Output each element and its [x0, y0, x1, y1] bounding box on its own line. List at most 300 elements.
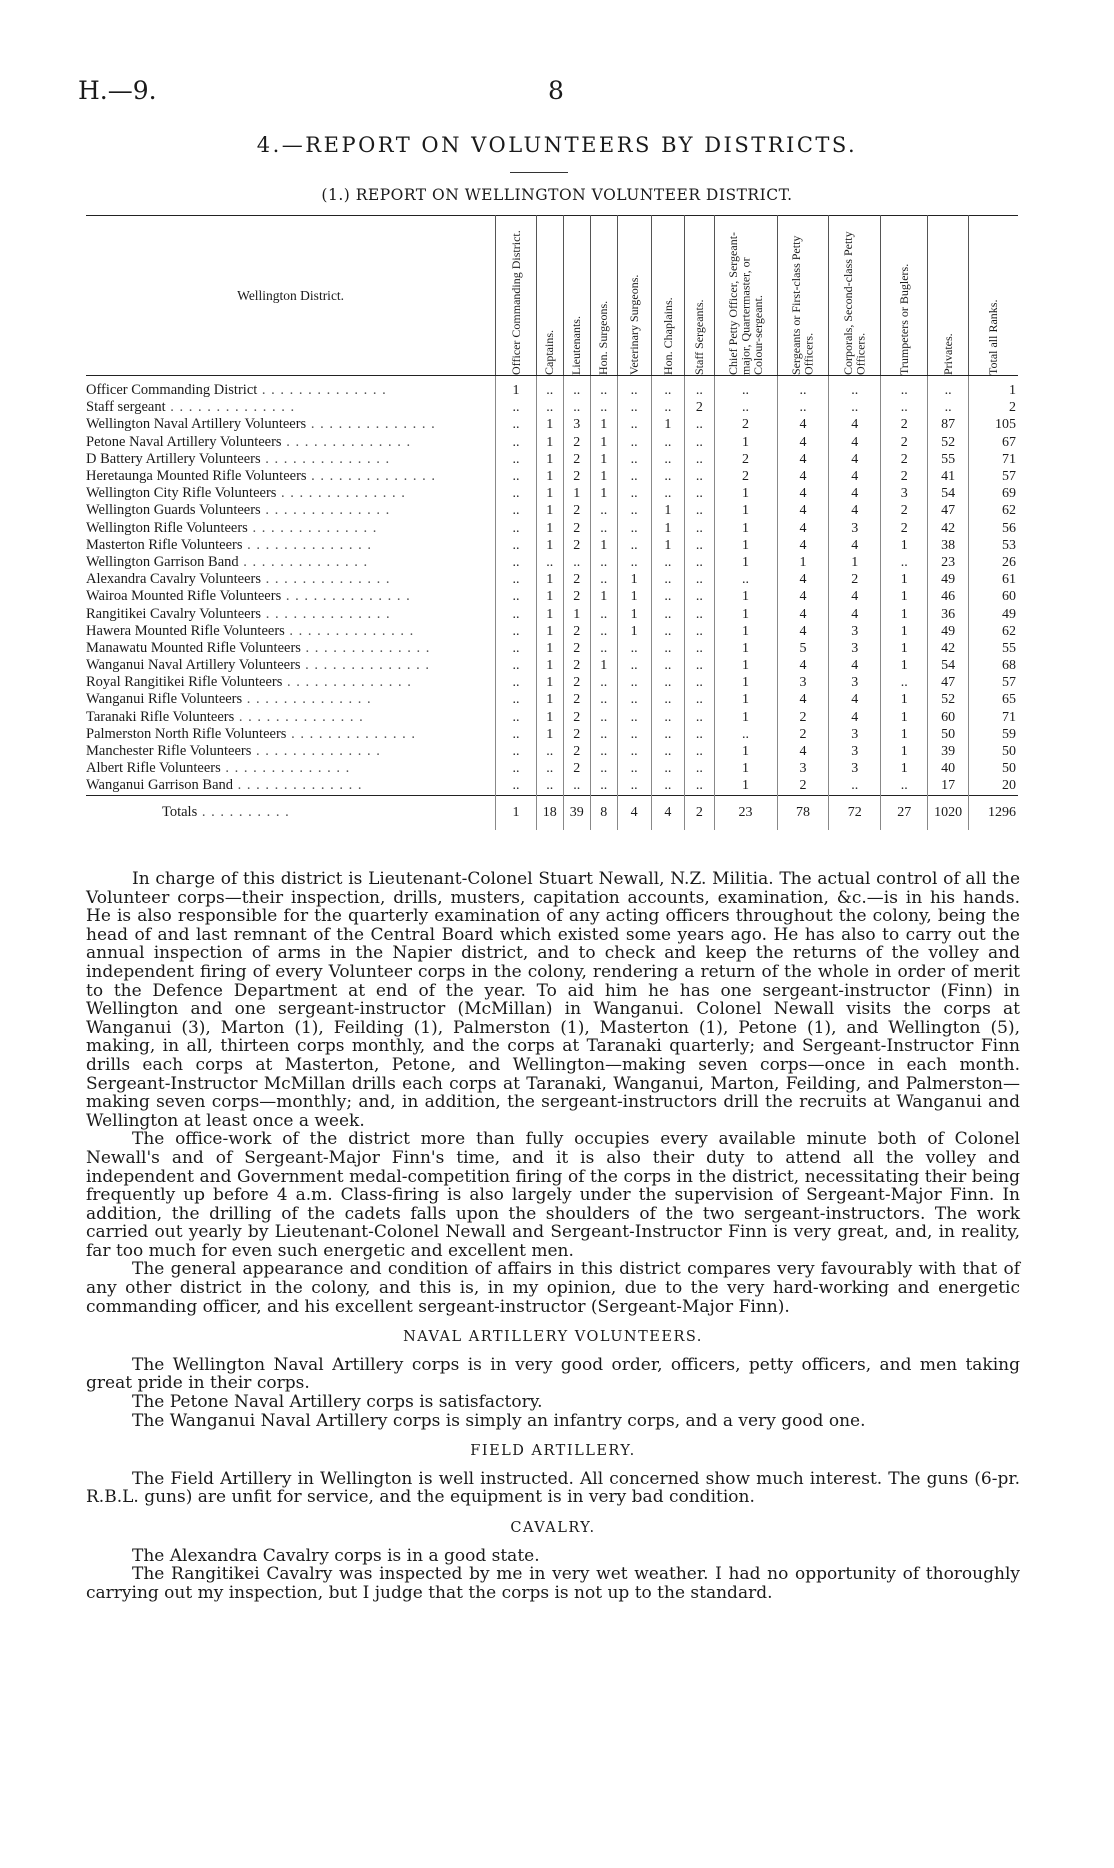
- table-cell: ..: [496, 588, 537, 605]
- table-cell: ..: [496, 485, 537, 502]
- table-cell: 4: [777, 657, 829, 674]
- leader-dots: . . . . . . . . . . . . . .: [260, 450, 391, 467]
- table-cell: 1: [590, 588, 617, 605]
- table-cell: 1: [590, 451, 617, 468]
- table-cell: 18: [536, 795, 563, 830]
- column-header: [881, 216, 928, 376]
- table-cell: 1: [714, 623, 777, 640]
- table-cell: 1: [881, 709, 928, 726]
- leader-dots: . . . . . . . . . . . . . .: [261, 571, 391, 588]
- table-cell: 1: [617, 605, 651, 622]
- table-cell: 1: [714, 640, 777, 657]
- unit-name-text: Wellington Guards Volunteers: [86, 502, 261, 519]
- totals-label: [86, 795, 496, 830]
- table-cell: 1: [536, 588, 563, 605]
- table-row: [86, 777, 1018, 795]
- table-cell: 4: [829, 605, 881, 622]
- unit-name-text: Heretaunga Mounted Rifle Volunteers: [86, 468, 307, 485]
- column-header-label: Staff Sergeants.: [692, 299, 707, 375]
- table-cell: 54: [928, 485, 969, 502]
- leader-dots: . . . . . . . . . . . . . .: [238, 553, 369, 570]
- table-cell: ..: [651, 588, 685, 605]
- table-cell: ..: [496, 760, 537, 777]
- table-cell: 1: [881, 623, 928, 640]
- table-cell: 1: [881, 760, 928, 777]
- table-cell: 56: [1002, 520, 1016, 536]
- column-header: [928, 216, 969, 376]
- table-cell: 1: [536, 520, 563, 537]
- table-cell: 2: [777, 777, 829, 795]
- table-cell: 4: [829, 657, 881, 674]
- unit-name-text: Albert Rifle Volunteers: [86, 760, 221, 777]
- column-header-label: Lieutenants.: [569, 316, 584, 375]
- table-row: [86, 657, 1018, 674]
- table-cell: 1: [496, 376, 537, 400]
- table-cell: 57: [1002, 469, 1016, 485]
- table-cell: ..: [617, 485, 651, 502]
- table-cell: ..: [617, 726, 651, 743]
- table-cell: 62: [1002, 623, 1016, 639]
- unit-name: [86, 468, 496, 485]
- table-cell: ..: [617, 709, 651, 726]
- table-cell: 47: [928, 674, 969, 691]
- unit-name: [86, 588, 496, 605]
- table-row: [86, 674, 1018, 691]
- table-cell: ..: [685, 726, 714, 743]
- table-header-row: [86, 216, 1018, 376]
- unit-name-text: Wanganui Naval Artillery Volunteers: [86, 657, 301, 674]
- table-cell: ..: [617, 434, 651, 451]
- section-heading-cavalry: CAVALRY.: [510, 1520, 596, 1536]
- table-cell: 68: [1002, 658, 1016, 674]
- table-cell: ..: [590, 760, 617, 777]
- table-cell: 4: [829, 691, 881, 708]
- table-cell: 1: [881, 657, 928, 674]
- table-cell: 2: [563, 760, 590, 777]
- table-cell: ..: [651, 605, 685, 622]
- table-cell: ..: [617, 520, 651, 537]
- leader-dots: . . . . . . . . . . . . . .: [234, 708, 364, 725]
- unit-name-text: Wellington Rifle Volunteers: [86, 519, 248, 536]
- table-body: [86, 376, 1018, 830]
- unit-name-text: Staff sergeant: [86, 399, 166, 416]
- table-cell: 4: [829, 588, 881, 605]
- table-cell: 2: [881, 434, 928, 451]
- table-cell: ..: [651, 760, 685, 777]
- table-cell: ..: [651, 485, 685, 502]
- table-cell: 1296: [968, 795, 1018, 830]
- paragraph: The office-work of the district more than fully occupies every available minute both of Colonel Newall's and of Sergeant-Major Finn's time, and it is also their duty to attend all the volley and independent and Government medal-competition firing of the corps in the district, necessitating their being frequently up before 4 a.m. Class-firing is also largely under the supervision of Sergeant-Major Finn. In addition, the drilling of the cadets falls upon the shoulders of the two sergeant-instructors. The work carried out yearly by Lieutenant-Colonel Newall and Sergeant-Instructor Finn is very great, and, in reality, far too much for even such energetic and excellent men.: [86, 1129, 1020, 1261]
- table-cell: ..: [685, 743, 714, 760]
- table-cell: ..: [651, 657, 685, 674]
- column-header-label: Trumpeters or Buglers.: [896, 263, 911, 375]
- table-cell: 50: [1002, 761, 1016, 777]
- table-cell: ..: [590, 554, 617, 571]
- table-cell: ..: [651, 554, 685, 571]
- table-cell: ..: [536, 376, 563, 400]
- table-cell: 42: [928, 520, 969, 537]
- table-cell: 4: [777, 588, 829, 605]
- table-cell: 5: [777, 640, 829, 657]
- table-cell: ..: [685, 416, 714, 433]
- table-cell: ..: [590, 709, 617, 726]
- leader-dots: . . . . . . . . . . . . . .: [257, 382, 387, 399]
- unit-name: [86, 760, 496, 777]
- table-cell: 2: [563, 451, 590, 468]
- table-cell: 1: [536, 571, 563, 588]
- table-cell: 1: [881, 726, 928, 743]
- table-cell: 4: [777, 691, 829, 708]
- paragraph: The Rangitikei Cavalry was inspected by me in very wet weather. I had no opportunity of thoroughly carrying out my inspection, but I judge that the corps is not up to the standard.: [86, 1564, 1020, 1603]
- table-row: [86, 416, 1018, 433]
- column-header: [968, 216, 1018, 376]
- unit-name-text: Wairoa Mounted Rifle Volunteers: [86, 588, 282, 605]
- table-cell: 27: [881, 795, 928, 830]
- unit-name: [86, 502, 496, 519]
- column-header-label: Hon. Chaplains.: [660, 297, 675, 375]
- table-cell: 57: [1002, 675, 1016, 691]
- table-cell: 1: [536, 726, 563, 743]
- table-cell: 2: [881, 468, 928, 485]
- table-cell: ..: [536, 777, 563, 795]
- table-cell: 2: [563, 537, 590, 554]
- table-cell: 1: [714, 760, 777, 777]
- table-cell: 87: [928, 416, 969, 433]
- column-header: [651, 216, 685, 376]
- table-cell: ..: [777, 376, 829, 400]
- unit-name-text: Hawera Mounted Rifle Volunteers: [86, 622, 285, 639]
- table-cell: ..: [563, 399, 590, 416]
- unit-name: [86, 537, 496, 554]
- unit-name: [86, 657, 496, 674]
- table-cell: 1: [714, 709, 777, 726]
- leader-dots: . . . . . . . . . . . . . .: [251, 743, 381, 760]
- table-cell: 49: [928, 623, 969, 640]
- table-cell: ..: [496, 743, 537, 760]
- table-cell: 72: [829, 795, 881, 830]
- table-cell: ..: [536, 743, 563, 760]
- table-cell: ..: [496, 434, 537, 451]
- column-header: [496, 216, 537, 376]
- table-cell: ..: [536, 554, 563, 571]
- table-cell: ..: [617, 554, 651, 571]
- table-cell: 54: [928, 657, 969, 674]
- table-cell: 4: [777, 743, 829, 760]
- leader-dots: . . . . . . . . . . . . . .: [300, 639, 431, 656]
- table-cell: ..: [651, 376, 685, 400]
- unit-name-text: Officer Commanding District: [86, 382, 258, 399]
- table-cell: 4: [829, 434, 881, 451]
- table-cell: 1: [714, 674, 777, 691]
- paragraph: The Wanganui Naval Artillery corps is simply an infantry corps, and a very good one.: [132, 1410, 866, 1431]
- column-header-label: Chief Petty Officer, Sergeant-major, Quartermaster, or Colour-sergeant.: [725, 231, 765, 375]
- table-cell: 1: [881, 640, 928, 657]
- table-cell: 2: [563, 743, 590, 760]
- table-cell: ..: [590, 571, 617, 588]
- table-cell: 2: [685, 399, 714, 416]
- unit-name: [86, 571, 496, 588]
- table-cell: ..: [617, 691, 651, 708]
- table-cell: 4: [829, 416, 881, 433]
- table-cell: ..: [714, 376, 777, 400]
- unit-name-text: Wanganui Rifle Volunteers: [86, 691, 243, 708]
- leader-dots: . . . . . . . . . . . . . .: [282, 674, 412, 691]
- table-cell: ..: [685, 760, 714, 777]
- table-cell: 1: [829, 554, 881, 571]
- table-cell: 49: [1002, 606, 1016, 622]
- table-cell: 3: [829, 640, 881, 657]
- unit-name-text: Royal Rangitikei Rifle Volunteers: [86, 674, 283, 691]
- table-cell: 2: [563, 709, 590, 726]
- table-row: [86, 502, 1018, 519]
- table-cell: 4: [777, 451, 829, 468]
- table-cell: 50: [928, 726, 969, 743]
- table-cell: 55: [928, 451, 969, 468]
- unit-name-text: Rangitikei Cavalry Volunteers: [86, 605, 262, 622]
- leader-dots: . . . . . . . . . . . . . .: [165, 399, 296, 416]
- table-cell: 1: [536, 451, 563, 468]
- unit-name-text: Manchester Rifle Volunteers: [86, 743, 252, 760]
- table-cell: 4: [829, 468, 881, 485]
- table-cell: 1: [714, 434, 777, 451]
- table-cell: ..: [536, 760, 563, 777]
- table-cell: ..: [881, 674, 928, 691]
- leader-dots: . . . . . . . . . . . . . .: [242, 536, 373, 553]
- leader-dots: . . . . . . . . . . . . . .: [276, 485, 406, 502]
- table-cell: ..: [496, 777, 537, 795]
- table-cell: 2: [714, 451, 777, 468]
- table-cell: ..: [685, 674, 714, 691]
- table-cell: 65: [1002, 692, 1016, 708]
- leader-dots: . . . . . . . . . . . . . .: [306, 468, 437, 485]
- table-cell: ..: [617, 399, 651, 416]
- table-cell: 1: [714, 691, 777, 708]
- table-cell: 1: [714, 554, 777, 571]
- table-cell: 42: [928, 640, 969, 657]
- table-cell: ..: [651, 777, 685, 795]
- leader-dots: . . . . . . . . . .: [197, 804, 290, 820]
- table-cell: ..: [714, 726, 777, 743]
- table-cell: ..: [651, 674, 685, 691]
- table-cell: ..: [651, 726, 685, 743]
- unit-name-text: Masterton Rifle Volunteers: [86, 536, 243, 553]
- column-header: [777, 216, 829, 376]
- column-header: [829, 216, 881, 376]
- table-row: [86, 726, 1018, 743]
- table-cell: 53: [1002, 537, 1016, 553]
- table-cell: ..: [590, 520, 617, 537]
- table-row: [86, 434, 1018, 451]
- table-cell: 2: [881, 451, 928, 468]
- table-cell: ..: [651, 640, 685, 657]
- table-cell: ..: [590, 623, 617, 640]
- table-cell: 38: [928, 537, 969, 554]
- column-header: [536, 216, 563, 376]
- table-cell: 60: [928, 709, 969, 726]
- column-header: [590, 216, 617, 376]
- table-cell: 1: [714, 605, 777, 622]
- table-cell: ..: [714, 571, 777, 588]
- table-cell: 2: [563, 657, 590, 674]
- table-cell: 1: [881, 571, 928, 588]
- table-cell: 2: [563, 502, 590, 519]
- table-cell: 2: [563, 640, 590, 657]
- table-cell: 1: [714, 520, 777, 537]
- column-header-label: Privates.: [940, 333, 955, 375]
- table-cell: ..: [496, 726, 537, 743]
- table-cell: 23: [928, 554, 969, 571]
- table-cell: ..: [617, 777, 651, 795]
- table-cell: 1: [563, 485, 590, 502]
- table-row: [86, 485, 1018, 502]
- unit-name-text: Wellington City Rifle Volunteers: [86, 485, 277, 502]
- report-heading: 4.—REPORT ON VOLUNTEERS BY DISTRICTS.: [256, 133, 858, 157]
- table-cell: ..: [685, 571, 714, 588]
- table-cell: 4: [777, 485, 829, 502]
- table-cell: 1: [536, 674, 563, 691]
- unit-name: [86, 709, 496, 726]
- table-cell: 47: [928, 502, 969, 519]
- table-cell: 1: [536, 640, 563, 657]
- unit-name: [86, 434, 496, 451]
- table-cell: ..: [777, 399, 829, 416]
- table-cell: 1: [496, 795, 537, 830]
- table-cell: ..: [685, 468, 714, 485]
- unit-name: [86, 485, 496, 502]
- table-cell: 2: [563, 468, 590, 485]
- table-cell: 1: [714, 743, 777, 760]
- table-cell: ..: [590, 605, 617, 622]
- table-cell: ..: [496, 554, 537, 571]
- table-cell: 4: [651, 795, 685, 830]
- table-cell: ..: [685, 451, 714, 468]
- table-cell: ..: [685, 623, 714, 640]
- table-cell: 1: [536, 485, 563, 502]
- table-cell: 1: [881, 588, 928, 605]
- table-cell: 4: [829, 709, 881, 726]
- table-cell: 1: [714, 657, 777, 674]
- table-cell: 2: [563, 691, 590, 708]
- column-header-label: Total all Ranks.: [986, 299, 1001, 375]
- table-cell: ..: [881, 376, 928, 400]
- table-row: [86, 376, 1018, 400]
- unit-name: [86, 674, 496, 691]
- table-cell: 2: [563, 623, 590, 640]
- table-cell: 1: [590, 485, 617, 502]
- table-cell: ..: [496, 537, 537, 554]
- table-cell: 1: [881, 691, 928, 708]
- paragraph: The general appearance and condition of affairs in this district compares very favourably with that of any other district in the colony, and this is, in my opinion, due to the very hard-working and energetic commanding officer, and his excellent sergeant-instructor (Sergeant-Major Finn).: [86, 1259, 1020, 1317]
- table-cell: ..: [928, 376, 969, 400]
- column-header-label: Hon. Surgeons.: [596, 300, 611, 375]
- table-cell: 2: [881, 502, 928, 519]
- table-cell: ..: [685, 777, 714, 795]
- table-cell: ..: [829, 376, 881, 400]
- table-cell: 17: [928, 777, 969, 795]
- unit-name: [86, 554, 496, 571]
- table-cell: 2: [777, 709, 829, 726]
- table-cell: 4: [777, 434, 829, 451]
- unit-name: [86, 520, 496, 537]
- table-cell: ..: [651, 434, 685, 451]
- table-cell: ..: [617, 502, 651, 519]
- table-cell: 1: [536, 416, 563, 433]
- table-cell: ..: [685, 691, 714, 708]
- page-number: 8: [548, 76, 564, 105]
- leader-dots: . . . . . . . . . . . . . .: [306, 416, 436, 433]
- unit-name-text: Palmerston North Rifle Volunteers: [86, 725, 287, 742]
- table-cell: 2: [881, 416, 928, 433]
- table-cell: 2: [1009, 400, 1016, 416]
- table-cell: ..: [928, 399, 969, 416]
- unit-name-text: Alexandra Cavalry Volunteers: [86, 571, 262, 588]
- paragraph: In charge of this district is Lieutenant-Colonel Stuart Newall, N.Z. Militia. The actual control of all the Volunteer corps—their inspection, drills, musters, capitation accounts, examination, &c.—is in his hands. He is also responsible for the quarterly examination of any acting officers throughout the colony, being the head of and last remnant of the Central Board which existed some years ago. He has also to carry out the annual inspection of arms in the Napier district, and to check and keep the returns of the volley and independent firing of every Volunteer corps in the colony, rendering a return of the whole in order of merit to the Defence Department at end of the year. To aid him he has one sergeant-instructor (Finn) in Wellington and one sergeant-instructor (McMillan) in Wanganui. Colonel Newall visits the corps at Wanganui (3), Marton (1), Feilding (1), Palmerston (1), Masterton (1), Petone (1), and Wellington (5), making, in all, thirteen corps monthly, and the corps at Taranaki quarterly; and Sergeant-Instructor Finn drills each corps at Masterton, Petone, and Wellington—making seven corps—once in each month. Sergeant-Instructor McMillan drills each corps at Taranaki, Wanganui, Marton, Feilding, and Palmerston—making seven corps—monthly; and, in addition, the sergeant-instructors drill the recruits at Wanganui and Wellington at least once a week.: [86, 869, 1020, 1131]
- table-cell: ..: [563, 777, 590, 795]
- table-cell: 2: [685, 795, 714, 830]
- table-cell: ..: [496, 691, 537, 708]
- table-cell: 105: [995, 417, 1016, 433]
- table-cell: 2: [563, 434, 590, 451]
- table-cell: 1: [617, 588, 651, 605]
- table-cell: 40: [928, 760, 969, 777]
- unit-name-text: Wellington Naval Artillery Volunteers: [86, 416, 307, 433]
- table-cell: ..: [651, 709, 685, 726]
- section-heading-field: FIELD ARTILLERY.: [470, 1443, 636, 1460]
- table-cell: 4: [829, 485, 881, 502]
- table-cell: 61: [1002, 572, 1016, 588]
- table-cell: ..: [685, 554, 714, 571]
- leader-dots: . . . . . . . . . . . . . .: [284, 622, 415, 639]
- table-cell: 1: [590, 537, 617, 554]
- table-cell: 1: [590, 434, 617, 451]
- table-cell: 1: [617, 571, 651, 588]
- table-cell: ..: [881, 777, 928, 795]
- table-cell: 4: [777, 537, 829, 554]
- table-cell: ..: [685, 485, 714, 502]
- table-cell: ..: [685, 657, 714, 674]
- table-cell: 3: [829, 726, 881, 743]
- table-row: [86, 709, 1018, 726]
- table-cell: ..: [536, 399, 563, 416]
- table-cell: 52: [928, 691, 969, 708]
- table-cell: 50: [1002, 744, 1016, 760]
- table-cell: 41: [928, 468, 969, 485]
- column-header-label: Captains.: [542, 330, 557, 375]
- table-cell: 60: [1002, 589, 1016, 605]
- table-cell: ..: [685, 376, 714, 400]
- table-cell: ..: [496, 451, 537, 468]
- table-cell: 1: [590, 657, 617, 674]
- table-row: [86, 468, 1018, 485]
- column-header: [714, 216, 777, 376]
- table-cell: 1: [536, 605, 563, 622]
- volunteer-table: [86, 215, 1018, 830]
- table-cell: 8: [590, 795, 617, 830]
- table-cell: ..: [685, 520, 714, 537]
- table-cell: 4: [829, 451, 881, 468]
- table-cell: ..: [496, 468, 537, 485]
- table-cell: 46: [928, 588, 969, 605]
- table-cell: ..: [714, 399, 777, 416]
- unit-name-text: Manawatu Mounted Rifle Volunteers: [86, 639, 301, 656]
- table-cell: 4: [829, 537, 881, 554]
- table-cell: 69: [1002, 486, 1016, 502]
- table-cell: 71: [1002, 451, 1016, 467]
- unit-name: [86, 691, 496, 708]
- table-cell: ..: [590, 743, 617, 760]
- table-cell: 1: [590, 468, 617, 485]
- table-row: [86, 588, 1018, 605]
